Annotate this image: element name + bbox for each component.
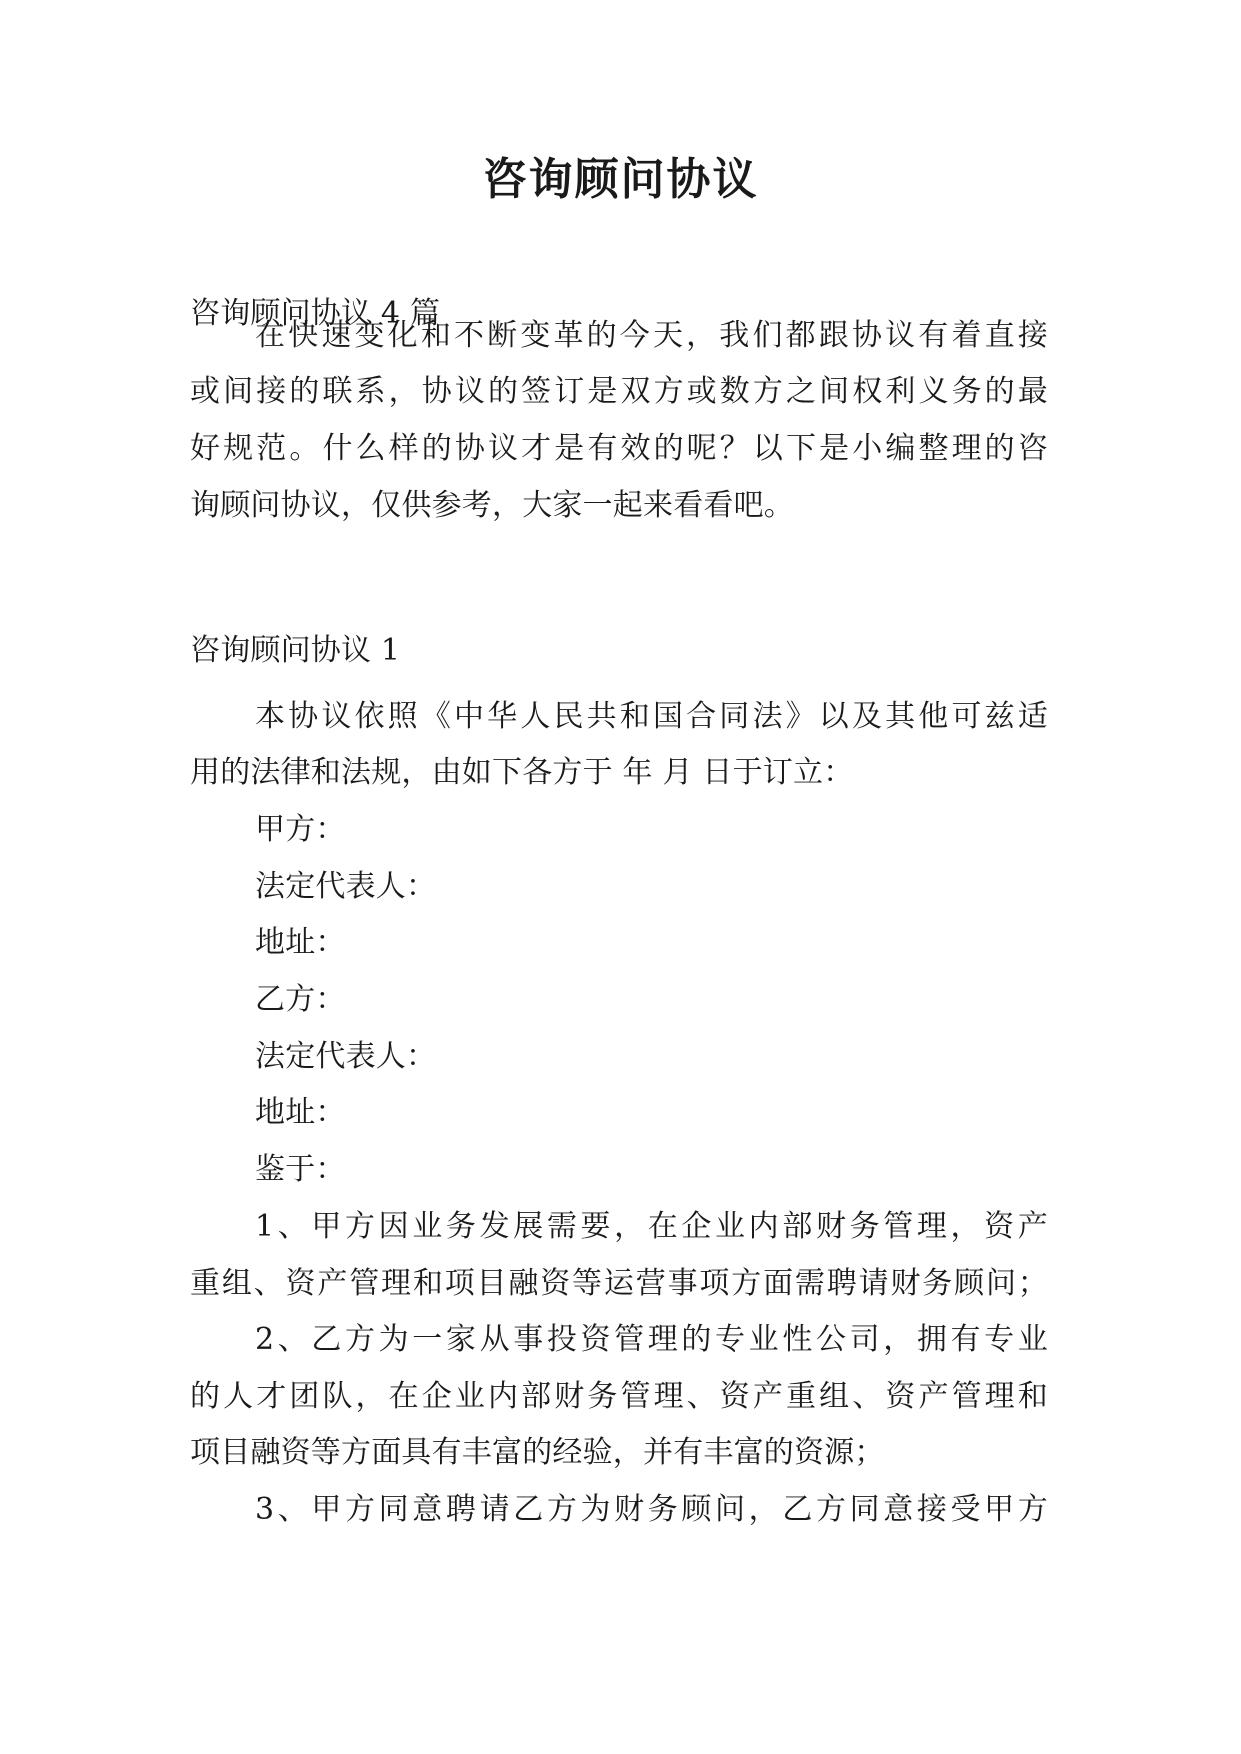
intro-line-3: 好规范。什么样的协议才是有效的呢？以下是小编整理的咨 — [190, 431, 1048, 466]
clause-line: 3、甲方同意聘请乙方为财务顾问，乙方同意接受甲方 — [255, 1492, 1048, 1527]
clause-line: 2、乙方为一家从事投资管理的专业性公司，拥有专业 — [255, 1322, 1048, 1357]
intro-line-4: 询顾问协议，仅供参考，大家一起来看看吧。 — [190, 488, 794, 523]
subtitle-line: 咨询顾问协议 4 篇 — [190, 296, 441, 331]
party-b-label: 乙方： — [255, 982, 346, 1017]
body-line: 本协议依照《中华人民共和国合同法》以及其他可兹适 — [255, 699, 1048, 734]
document-title: 咨询顾问协议 — [482, 154, 759, 205]
section-heading: 咨询顾问协议 1 — [190, 633, 401, 668]
whereas-label: 鉴于： — [255, 1152, 346, 1187]
clause-line: 的人才团队，在企业内部财务管理、资产重组、资产管理和 — [190, 1379, 1048, 1414]
clause-line: 重组、资产管理和项目融资等运营事项方面需聘请财务顾问； — [190, 1266, 1048, 1301]
clause-line: 1、甲方因业务发展需要，在企业内部财务管理，资产 — [255, 1209, 1048, 1244]
legal-rep-label: 法定代表人： — [255, 869, 437, 904]
body-line: 用的法律和法规，由如下各方于 年 月 日于订立： — [190, 755, 854, 790]
party-a-label: 甲方： — [255, 812, 346, 847]
address-label: 地址： — [255, 1095, 346, 1130]
address-label: 地址： — [255, 925, 346, 960]
clause-line: 项目融资等方面具有丰富的经验，并有丰富的资源； — [190, 1435, 885, 1470]
intro-line-2: 或间接的联系，协议的签订是双方或数方之间权利义务的最 — [190, 374, 1048, 409]
legal-rep-label: 法定代表人： — [255, 1039, 437, 1074]
intro-line-1: 在快速变化和不断变革的今天，我们都跟协议有着直接 — [255, 318, 1048, 353]
